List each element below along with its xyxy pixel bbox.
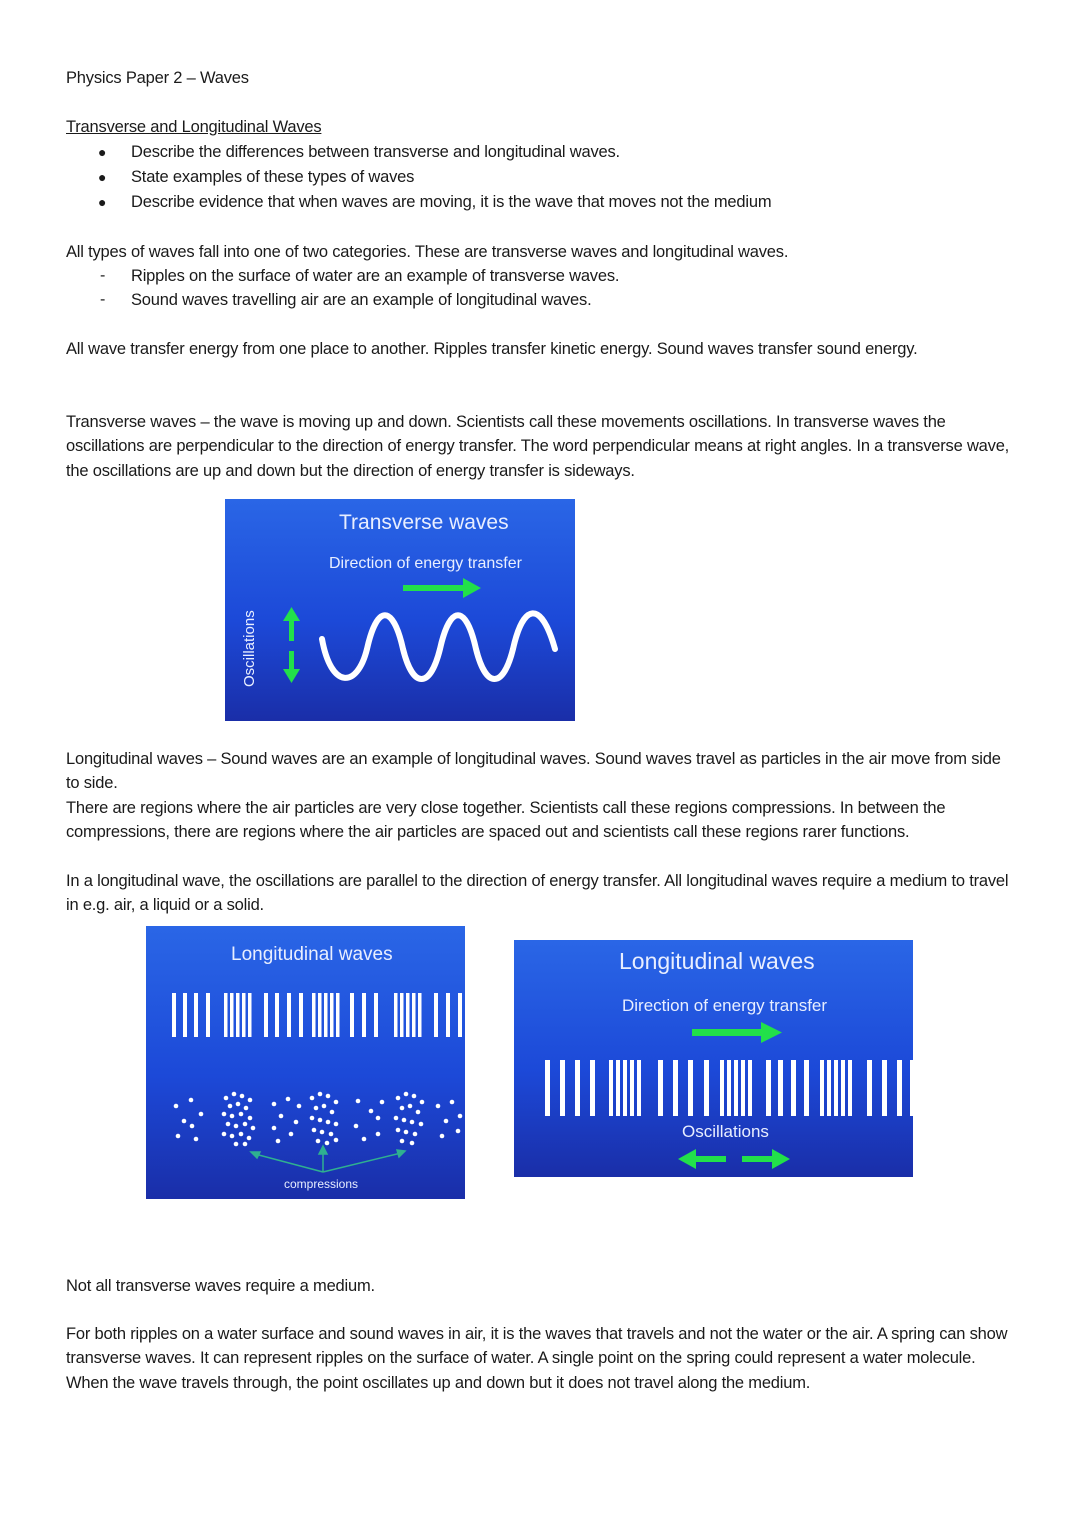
- transverse-wave-figure: [225, 499, 575, 721]
- figure-title: Longitudinal waves: [619, 948, 815, 974]
- medium-note: Not all transverse waves require a medium.: [66, 1277, 375, 1295]
- left-right-arrow-icon: [678, 1149, 790, 1169]
- direction-label: Direction of energy transfer: [622, 996, 828, 1015]
- right-arrow-icon: [692, 1022, 782, 1043]
- longitudinal-wave-figure: [514, 940, 913, 1177]
- dash-icon: -: [100, 291, 106, 308]
- vertical-bars: [545, 1060, 913, 1116]
- transverse-paragraph: Transverse waves – the wave is moving up and down. Scientists call these movements oscillations. In transverse waves the oscillations are perpendicular to the direction of energy transfer. The word perpendicular means at right angles. In a transverse wave, the oscillations are up and down but the direction of energy transfer is sideways.: [66, 413, 1010, 480]
- up-down-arrow-icon: [283, 607, 300, 683]
- dash-icon: -: [100, 267, 106, 284]
- figure-title: Transverse waves: [339, 511, 509, 534]
- longitudinal-bars-graphic: [146, 926, 465, 1199]
- example-item: Sound waves travelling air are an example of longitudinal waves.: [131, 291, 592, 309]
- sine-wave: [322, 613, 555, 679]
- section-heading: Transverse and Longitudinal Waves: [66, 118, 322, 136]
- compressions-label: compressions: [284, 1177, 359, 1191]
- vertical-bars: [172, 993, 462, 1037]
- longitudinal-paragraph-2: There are regions where the air particles are very close together. Scientists call these regions compressions. In between the compressions, there are regions where the air particles are spaced out and scientists call these regions rarer functions.: [66, 799, 946, 842]
- objective-item: Describe evidence that when waves are moving, it is the wave that moves not the medium: [131, 193, 772, 211]
- transverse-wave-graphic: [225, 499, 575, 721]
- example-item: Ripples on the surface of water are an example of transverse waves.: [131, 267, 620, 285]
- document-title: Physics Paper 2 – Waves: [66, 69, 249, 87]
- bullet-icon: ●: [98, 144, 107, 160]
- objective-item: State examples of these types of waves: [131, 168, 415, 186]
- final-paragraph: For both ripples on a water surface and sound waves in air, it is the waves that travels and not the water or the air. A spring can show transverse waves. It can represent ripples on the surface of water. A single point on the spring could represent a water molecule. When the wave travels through, the point oscillates up and down but it does not travel along the medium.: [66, 1325, 1008, 1392]
- energy-paragraph: All wave transfer energy from one place to another. Ripples transfer kinetic energy. Sound waves transfer sound energy.: [66, 340, 918, 358]
- objective-item: Describe the differences between transverse and longitudinal waves.: [131, 143, 620, 161]
- particle-dots: [174, 1092, 463, 1147]
- direction-label: Direction of energy transfer: [329, 555, 522, 572]
- longitudinal-paragraph-3: In a longitudinal wave, the oscillations are parallel to the direction of energy transfer. All longitudinal waves require a medium to travel in e.g. air, a liquid or a solid.: [66, 872, 1009, 915]
- oscillation-label: Oscillations: [241, 610, 258, 687]
- figure-title: Longitudinal waves: [231, 944, 393, 965]
- bullet-icon: ●: [98, 194, 107, 210]
- right-arrow-icon: [403, 578, 481, 598]
- longitudinal-paragraph-1: Longitudinal waves – Sound waves are an example of longitudinal waves. Sound waves travel as particles in the air move from side to side.: [66, 750, 1001, 793]
- longitudinal-bars-graphic: [514, 940, 913, 1177]
- bullet-icon: ●: [98, 169, 107, 185]
- longitudinal-compressions-figure: [146, 926, 465, 1199]
- categories-intro: All types of waves fall into one of two categories. These are transverse waves and longitudinal waves.: [66, 243, 789, 261]
- oscillation-label: Oscillations: [682, 1122, 769, 1141]
- compression-pointer-arrows: [251, 1146, 405, 1172]
